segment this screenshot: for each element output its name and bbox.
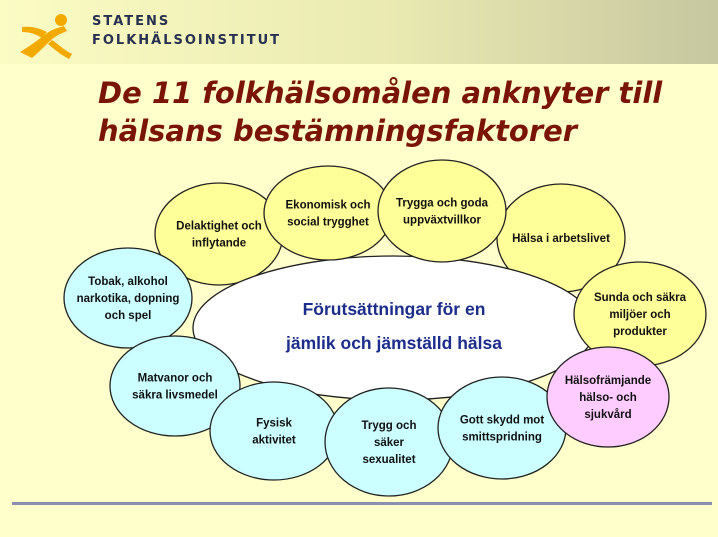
center-label-line: jämlik och jämställd hälsa [286,333,502,353]
node-label-line: sjukvård [584,409,632,421]
node-label-line: hälso- och [579,392,637,404]
node-label-line: Trygg och [361,420,417,432]
node-label-line: Ekonomisk och [285,199,371,212]
node-label-line: och spel [104,310,152,322]
node-label-line: Trygga och goda [395,197,489,210]
node-label-line: Sunda och säkra [593,292,687,304]
logo-line-1: STATENS [92,14,171,29]
title-line-1: De 11 folkhälsomålen anknyter till [98,76,663,110]
node-label-line: säkra livsmedel [132,389,218,402]
node-label-line: produkter [613,326,667,338]
node-label-line: smittspridning [462,431,542,444]
logo-line-2: FOLKHÄLSOINSTITUT [92,33,282,48]
node-label-line: Matvanor och [137,372,213,385]
goal-bubble-sjukvard [547,347,669,447]
node-label-line: Tobak, alkohol [88,276,168,288]
goal-bubble-shape [264,166,392,260]
goal-bubble-shape [210,382,338,480]
footer-divider [12,502,712,505]
node-label-line: Gott skydd mot [459,414,545,427]
goal-bubble-fysisk [210,382,338,480]
center-ellipse-shape [193,256,595,400]
node-label-line: inflytande [191,237,247,250]
goal-bubble-uppvaxt [378,160,506,262]
node-label-line: sexualitet [362,454,416,466]
center-label-line: Förutsättningar för en [302,299,486,319]
goal-bubble-shape [378,160,506,262]
node-label-line: social trygghet [287,216,369,229]
goal-bubble-ekonomisk [264,166,392,260]
title-line-2: hälsans bestämningsfaktorer [98,114,578,148]
node-label-line: aktivitet [252,434,296,447]
center-ellipse [193,256,595,400]
node-label-line: Fysisk [256,417,292,430]
goal-bubble-sexualitet [325,388,453,496]
node-label-line: Hälsa i arbetslivet [512,233,610,245]
node-label-line: miljöer och [609,309,671,321]
goal-bubble-tobak [64,248,192,348]
node-label-line: narkotika, dopning [76,293,180,305]
node-label-line: säker [373,437,405,449]
node-label-line: Hälsofrämjande [564,375,652,387]
node-label-line: uppväxtvillkor [403,214,481,227]
node-label-line: Delaktighet och [176,220,262,233]
